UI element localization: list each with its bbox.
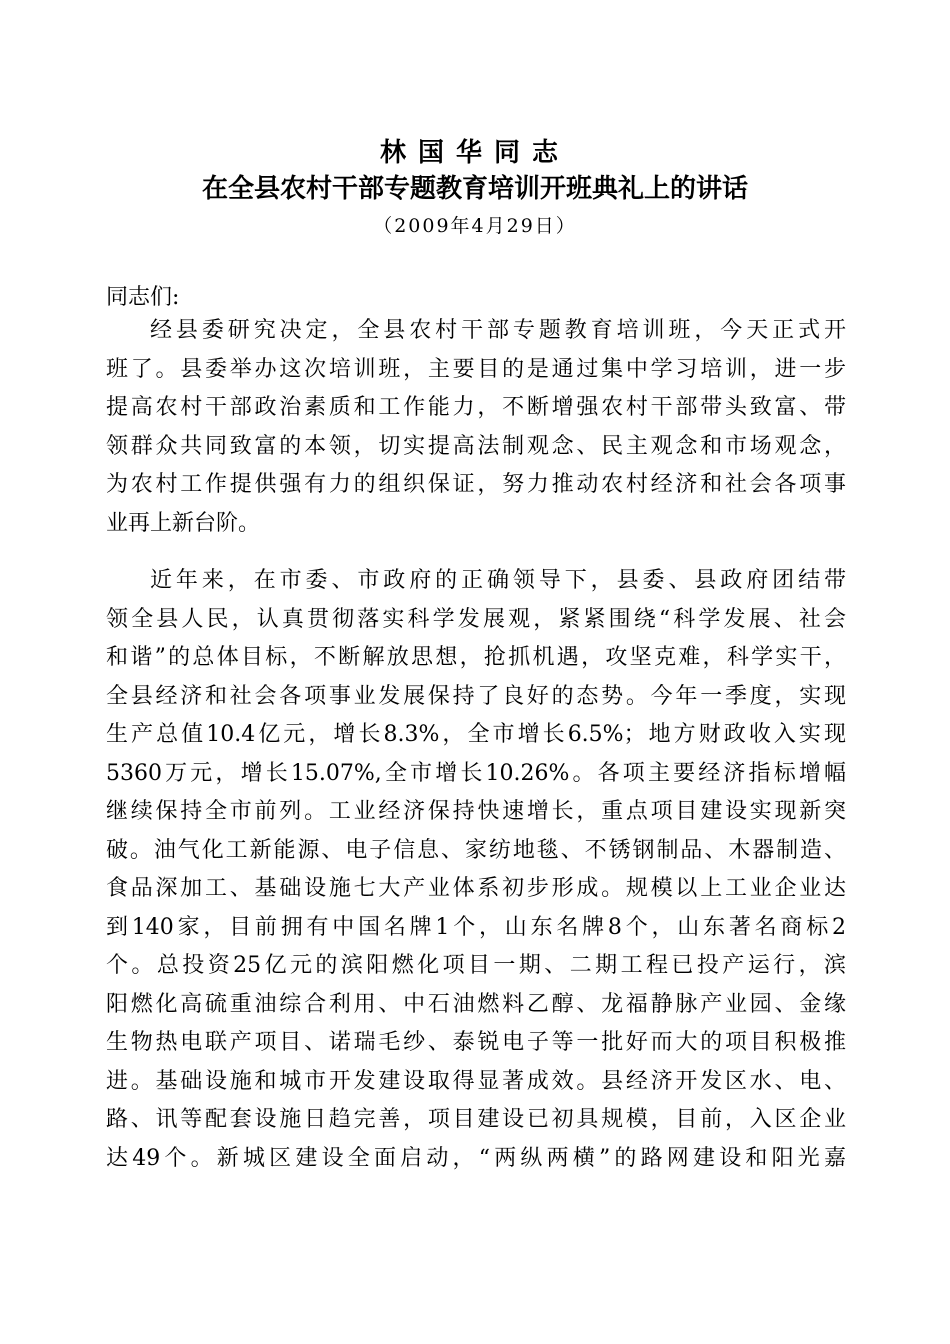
paragraph-line: 和谐”的总体目标，不断解放思想，抢抓机遇，攻坚克难，科学实干， [106, 645, 846, 670]
paragraph-line: 全县经济和社会各项事业发展保持了良好的态势。今年一季度，实现 [106, 683, 846, 709]
paragraph-line: 继续保持全市前列。工业经济保持快速增长，重点项目建设实现新突 [106, 799, 846, 824]
paragraph-line: 生物热电联产项目、诺瑞毛纱、泰锐电子等一批好而大的项目积极推 [106, 1030, 846, 1055]
paragraph-line: 破。油气化工新能源、电子信息、家纺地毯、不锈钢制品、木器制造、 [106, 837, 846, 863]
paragraph-line: 领全县人民，认真贯彻落实科学发展观，紧紧围绕“科学发展、社会 [106, 606, 846, 632]
paragraph-2 [106, 562, 846, 1178]
paragraph-line: 5360万元，增长15.07%,全市增长10.26%。各项主要经济指标增幅 [106, 760, 846, 786]
speaker-title: 林国华同志 [379, 138, 570, 168]
paragraph-line: 近年来，在市委、市政府的正确领导下，县委、县政府团结带 [150, 568, 846, 593]
paragraph-line: 路、讯等配套设施日趋完善，项目建设已初具规模，目前，入区企业 [106, 1107, 846, 1132]
paragraph-line: 生产总值10.4亿元，增长8.3%，全市增长6.5%；地方财政收入实现 [106, 722, 846, 747]
salutation: 同志们: [106, 285, 180, 310]
paragraph-line: 为农村工作提供强有力的组织保证，努力推动农村经济和社会各项事 [106, 472, 846, 497]
paragraph-line: 阳燃化高硫重油综合利用、中石油燃料乙醇、龙福静脉产业园、金缘 [106, 991, 846, 1017]
paragraph-line: 达49个。新城区建设全面启动，“两纵两横”的路网建设和阳光嘉 [106, 1145, 846, 1171]
paragraph-line: 到140家，目前拥有中国名牌1个，山东名牌8个，山东著名商标2 [106, 914, 846, 940]
paragraph-line: 提高农村干部政治素质和工作能力，不断增强农村干部带头致富、带 [106, 395, 846, 420]
paragraph-line: 业再上新台阶。 [106, 510, 261, 536]
speech-date: （2009年4月29日） [373, 215, 577, 237]
paragraph-line: 领群众共同致富的本领，切实提高法制观念、民主观念和市场观念， [106, 433, 846, 459]
speech-title: 在全县农村干部专题教育培训开班典礼上的讲话 [201, 174, 748, 204]
paragraph-line: 食品深加工、基础设施七大产业体系初步形成。规模以上工业企业达 [106, 876, 846, 901]
paragraph-line: 班了。县委举办这次培训班，主要目的是通过集中学习培训，进一步 [106, 356, 846, 382]
paragraph-line: 进。基础设施和城市开发建设取得显著成效。县经济开发区水、电、 [106, 1068, 846, 1094]
paragraph-1 [106, 312, 846, 543]
paragraph-line: 经县委研究决定，全县农村干部专题教育培训班，今天正式开 [150, 318, 846, 343]
paragraph-line: 个。总投资25亿元的滨阳燃化项目一期、二期工程已投产运行，滨 [106, 953, 846, 978]
